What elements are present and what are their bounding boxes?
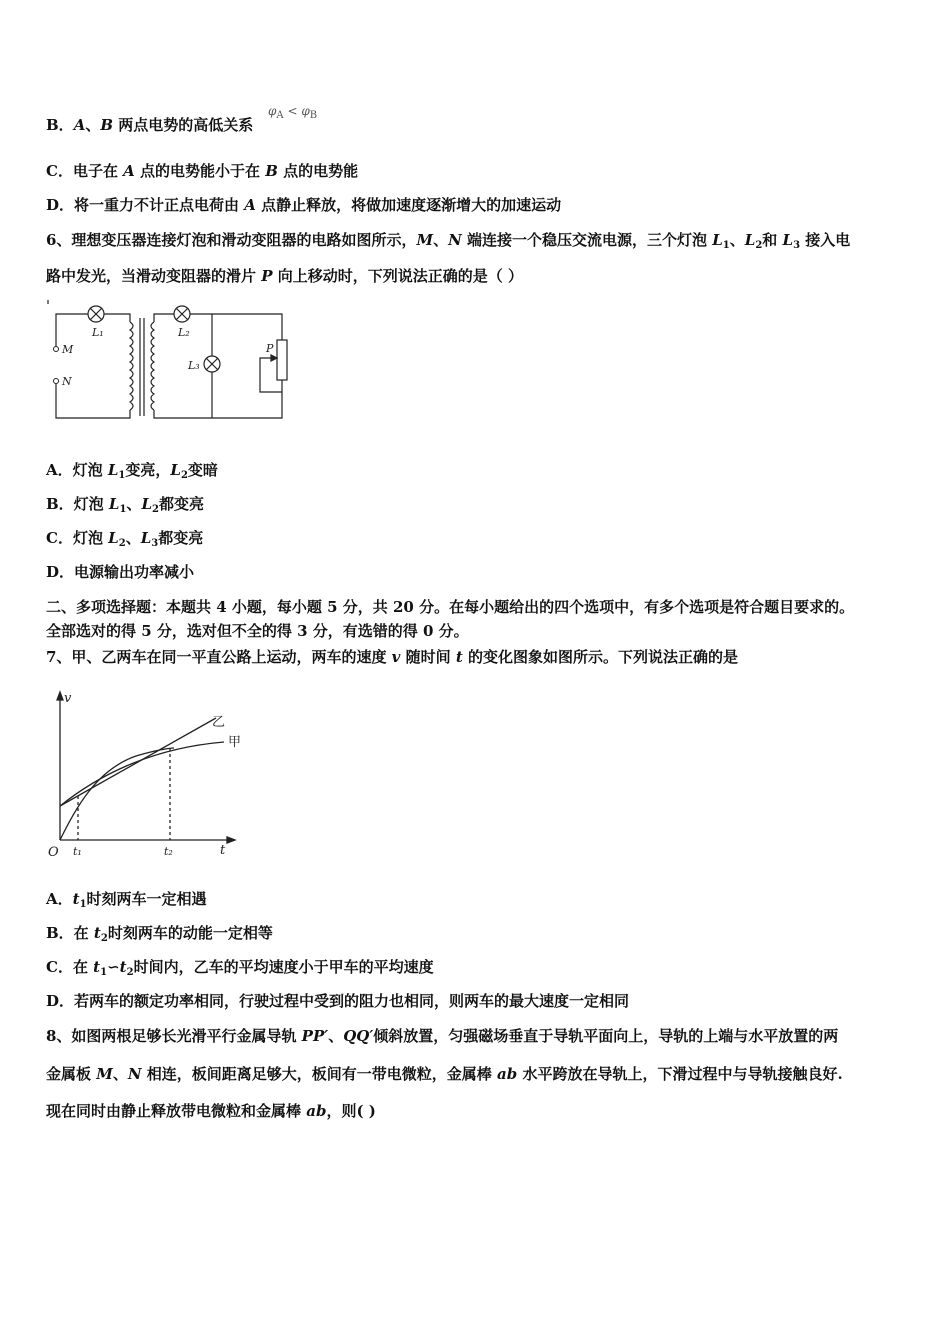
option-c-mid: 点的电势能小于在 xyxy=(134,162,266,180)
label-v: v xyxy=(64,691,72,706)
option-text: 时刻两车一定相遇 xyxy=(86,890,207,908)
lamp-sub: 3 xyxy=(151,538,159,549)
section2-line2: 全部选对的得 5 分，选对但不全的得 3 分，有选错的得 0 分。 xyxy=(46,622,469,640)
terminal-n-icon xyxy=(54,379,59,384)
stem-text: 倾斜放置，匀强磁场垂直于导轨平面向上，导轨的上端与水平放置的两 xyxy=(373,1027,839,1045)
q7-stem xyxy=(46,647,738,667)
secondary-wire-top-left xyxy=(154,314,174,322)
q7-option-a xyxy=(46,889,207,915)
lamp-sub: 2 xyxy=(755,240,763,251)
lamp-sub: 2 xyxy=(180,470,188,481)
var-t: t xyxy=(93,958,101,976)
transformer-circuit-diagram xyxy=(40,298,300,426)
t-axis-arrow xyxy=(227,837,235,843)
option-text: 都变亮 xyxy=(158,529,204,547)
lamp-sub: 2 xyxy=(118,538,126,549)
lamp-l: L xyxy=(108,529,119,547)
option-text: 变亮， xyxy=(125,461,171,479)
option-c-prefix: C．在 xyxy=(46,958,94,976)
lamp-sub: 1 xyxy=(722,240,730,251)
option-a-prefix: A．灯泡 xyxy=(46,461,108,479)
rail-qq: QQ′ xyxy=(343,1027,374,1045)
plate-m: M xyxy=(96,1065,113,1083)
phi-sub-a: A xyxy=(276,110,284,121)
lamp-sub: 2 xyxy=(151,504,159,515)
point-a: A xyxy=(123,162,135,180)
label-t: t xyxy=(220,843,226,858)
q6-option-b xyxy=(46,494,204,520)
option-b-prefix: B．在 xyxy=(46,924,94,942)
option-a-prefix: A． xyxy=(46,890,73,908)
lamp-l: L xyxy=(141,495,152,513)
var-sub: 2 xyxy=(100,933,108,944)
var-t: t xyxy=(93,924,101,942)
label-l1: L₁ xyxy=(92,326,104,339)
stem-text: 随时间 xyxy=(400,648,456,666)
q5-option-c xyxy=(46,161,358,181)
phi-2: φ xyxy=(301,104,310,118)
less-than: < xyxy=(283,104,302,118)
primary-wire-top-left xyxy=(56,314,88,346)
lamp-l: L xyxy=(140,529,152,547)
section2-line1: 二、多项选择题：本题共 4 小题，每小题 5 分，共 20 分。在每小题给出的四个选项中，有多个选项是符合题目要求的。 xyxy=(46,598,855,616)
stem-text: 和 xyxy=(762,231,783,249)
slider-wire xyxy=(260,358,282,392)
lamp-l: L xyxy=(744,231,756,249)
q8-line1 xyxy=(46,1026,838,1046)
lamp-l: L xyxy=(782,231,794,249)
var-sub: 1 xyxy=(100,967,108,978)
label-n: N xyxy=(62,375,72,388)
var-t: t xyxy=(455,648,463,666)
sep: 、 xyxy=(112,1065,128,1083)
point-a: A xyxy=(244,196,256,214)
label-p: P xyxy=(266,342,274,355)
curve-yi-line xyxy=(60,718,216,806)
q6-option-a xyxy=(46,460,218,486)
slider-p: P xyxy=(261,267,273,285)
label-t1: t₁ xyxy=(73,845,82,858)
stem-text: 相连，板间距离足够大，板间有一带电微粒，金属棒 xyxy=(141,1065,498,1083)
rod-ab: ab xyxy=(497,1065,518,1083)
q6-stem-line1 xyxy=(46,230,850,256)
primary-wire-top-right xyxy=(104,314,130,322)
point-a: A xyxy=(73,116,86,134)
secondary-wire-top xyxy=(190,314,282,340)
lamp-l: L xyxy=(107,461,119,479)
lamp-l: L xyxy=(108,495,120,513)
option-text: 都变亮 xyxy=(158,495,204,513)
terminal-m-icon xyxy=(54,347,59,352)
option-c-prefix: C．电子在 xyxy=(46,162,124,180)
sep: 、 xyxy=(328,1027,344,1045)
label-l2: L₂ xyxy=(178,326,190,339)
primary-wire-bottom xyxy=(56,384,130,418)
stem-text: 水平跨放在导轨上，下滑过程中与导轨接触良好. xyxy=(517,1065,843,1083)
option-text: 变暗 xyxy=(187,461,218,479)
lamp-l: L xyxy=(712,231,723,249)
stem-text: 端连接一个稳压交流电源，三个灯泡 xyxy=(461,231,713,249)
phi: φ xyxy=(268,104,277,118)
range-sep: ∽ xyxy=(107,958,120,976)
lamp-sub: 1 xyxy=(118,470,126,481)
var-sub: 1 xyxy=(79,899,87,910)
q6-stem-line2 xyxy=(46,266,523,286)
option-text: 时刻两车的动能一定相等 xyxy=(107,924,273,942)
lamp-sub: 3 xyxy=(793,240,801,251)
sep: 、 xyxy=(85,116,101,134)
stem-text: 接入电 xyxy=(800,231,851,249)
stem-text: 的变化图象如图所示。下列说法正确的是 xyxy=(462,648,739,666)
q7-option-d: D．若两车的额定功率相同，行驶过程中受到的阻力也相同，则两车的最大速度一定相同 xyxy=(46,992,630,1010)
stem-text: 8、如图两根足够长光滑平行金属导轨 xyxy=(46,1027,302,1045)
rod-ab: ab xyxy=(306,1102,327,1120)
primary-coil xyxy=(130,322,133,410)
velocity-time-graph xyxy=(40,688,250,860)
terminal-m: M xyxy=(416,231,434,249)
point-b: B xyxy=(100,116,114,134)
secondary-wire-bottom xyxy=(154,380,282,418)
var-v: v xyxy=(391,648,401,666)
point-b: B xyxy=(265,162,278,180)
q6-option-c xyxy=(46,528,203,554)
label-l3: L₃ xyxy=(188,359,200,372)
stem-text: 向上移动时，下列说法正确的是（ ） xyxy=(272,267,523,285)
label-yi: 乙 xyxy=(212,715,226,730)
option-c-post: 点的电势能 xyxy=(277,162,359,180)
stem-text: 路中发光，当滑动变阻器的滑片 xyxy=(46,267,262,285)
label-m: M xyxy=(62,343,74,356)
option-d-prefix: D．将一重力不计正点电荷由 xyxy=(46,196,245,214)
q5-option-b xyxy=(46,115,253,135)
option-text: 时间内，乙车的平均速度小于甲车的平均速度 xyxy=(133,958,434,976)
option-b-prefix: B． xyxy=(46,116,74,134)
secondary-coil xyxy=(151,322,154,410)
phi-sub-b: B xyxy=(309,110,318,121)
option-b-text: 两点电势的高低关系 xyxy=(113,116,254,134)
rheostat-icon xyxy=(277,340,287,380)
stem-text: 现在同时由静止释放带电微粒和金属棒 xyxy=(46,1102,307,1120)
q6-option-d: D．电源输出功率减小 xyxy=(46,563,195,581)
q8-line2 xyxy=(46,1064,843,1084)
lamp-sub: 1 xyxy=(119,504,127,515)
var-sub: 2 xyxy=(126,967,134,978)
plate-n: N xyxy=(127,1065,142,1083)
stem-text: 6、理想变压器连接灯泡和滑动变阻器的电路如图所示， xyxy=(46,231,417,249)
q7-option-b xyxy=(46,923,273,949)
q5-option-d xyxy=(46,195,561,215)
sep: 、 xyxy=(125,529,141,547)
q8-line3 xyxy=(46,1101,376,1121)
label-o: O xyxy=(48,845,59,860)
sep: 、 xyxy=(729,231,745,249)
stem-text: 7、甲、乙两车在同一平直公路上运动，两车的速度 xyxy=(46,648,392,666)
label-t2: t₂ xyxy=(164,845,173,858)
option-b-prefix: B．灯泡 xyxy=(46,495,109,513)
terminal-n: N xyxy=(448,231,462,249)
v-axis-arrow xyxy=(57,692,63,700)
sep: 、 xyxy=(126,495,142,513)
sep: 、 xyxy=(433,231,449,249)
option-d-post: 点静止释放，将做加速度逐渐增大的加速运动 xyxy=(255,196,562,214)
var-t: t xyxy=(72,890,80,908)
stem-text: 金属板 xyxy=(46,1065,97,1083)
var-t: t xyxy=(119,958,127,976)
option-c-prefix: C．灯泡 xyxy=(46,529,109,547)
stem-text: ，则( ) xyxy=(326,1102,376,1120)
slider-arrow-icon xyxy=(271,355,277,361)
label-jia: 甲 xyxy=(228,735,242,750)
q5-option-b-formula xyxy=(268,104,317,121)
q7-option-c xyxy=(46,957,434,983)
rail-pp: PP′ xyxy=(301,1027,329,1045)
lamp-l: L xyxy=(170,461,181,479)
